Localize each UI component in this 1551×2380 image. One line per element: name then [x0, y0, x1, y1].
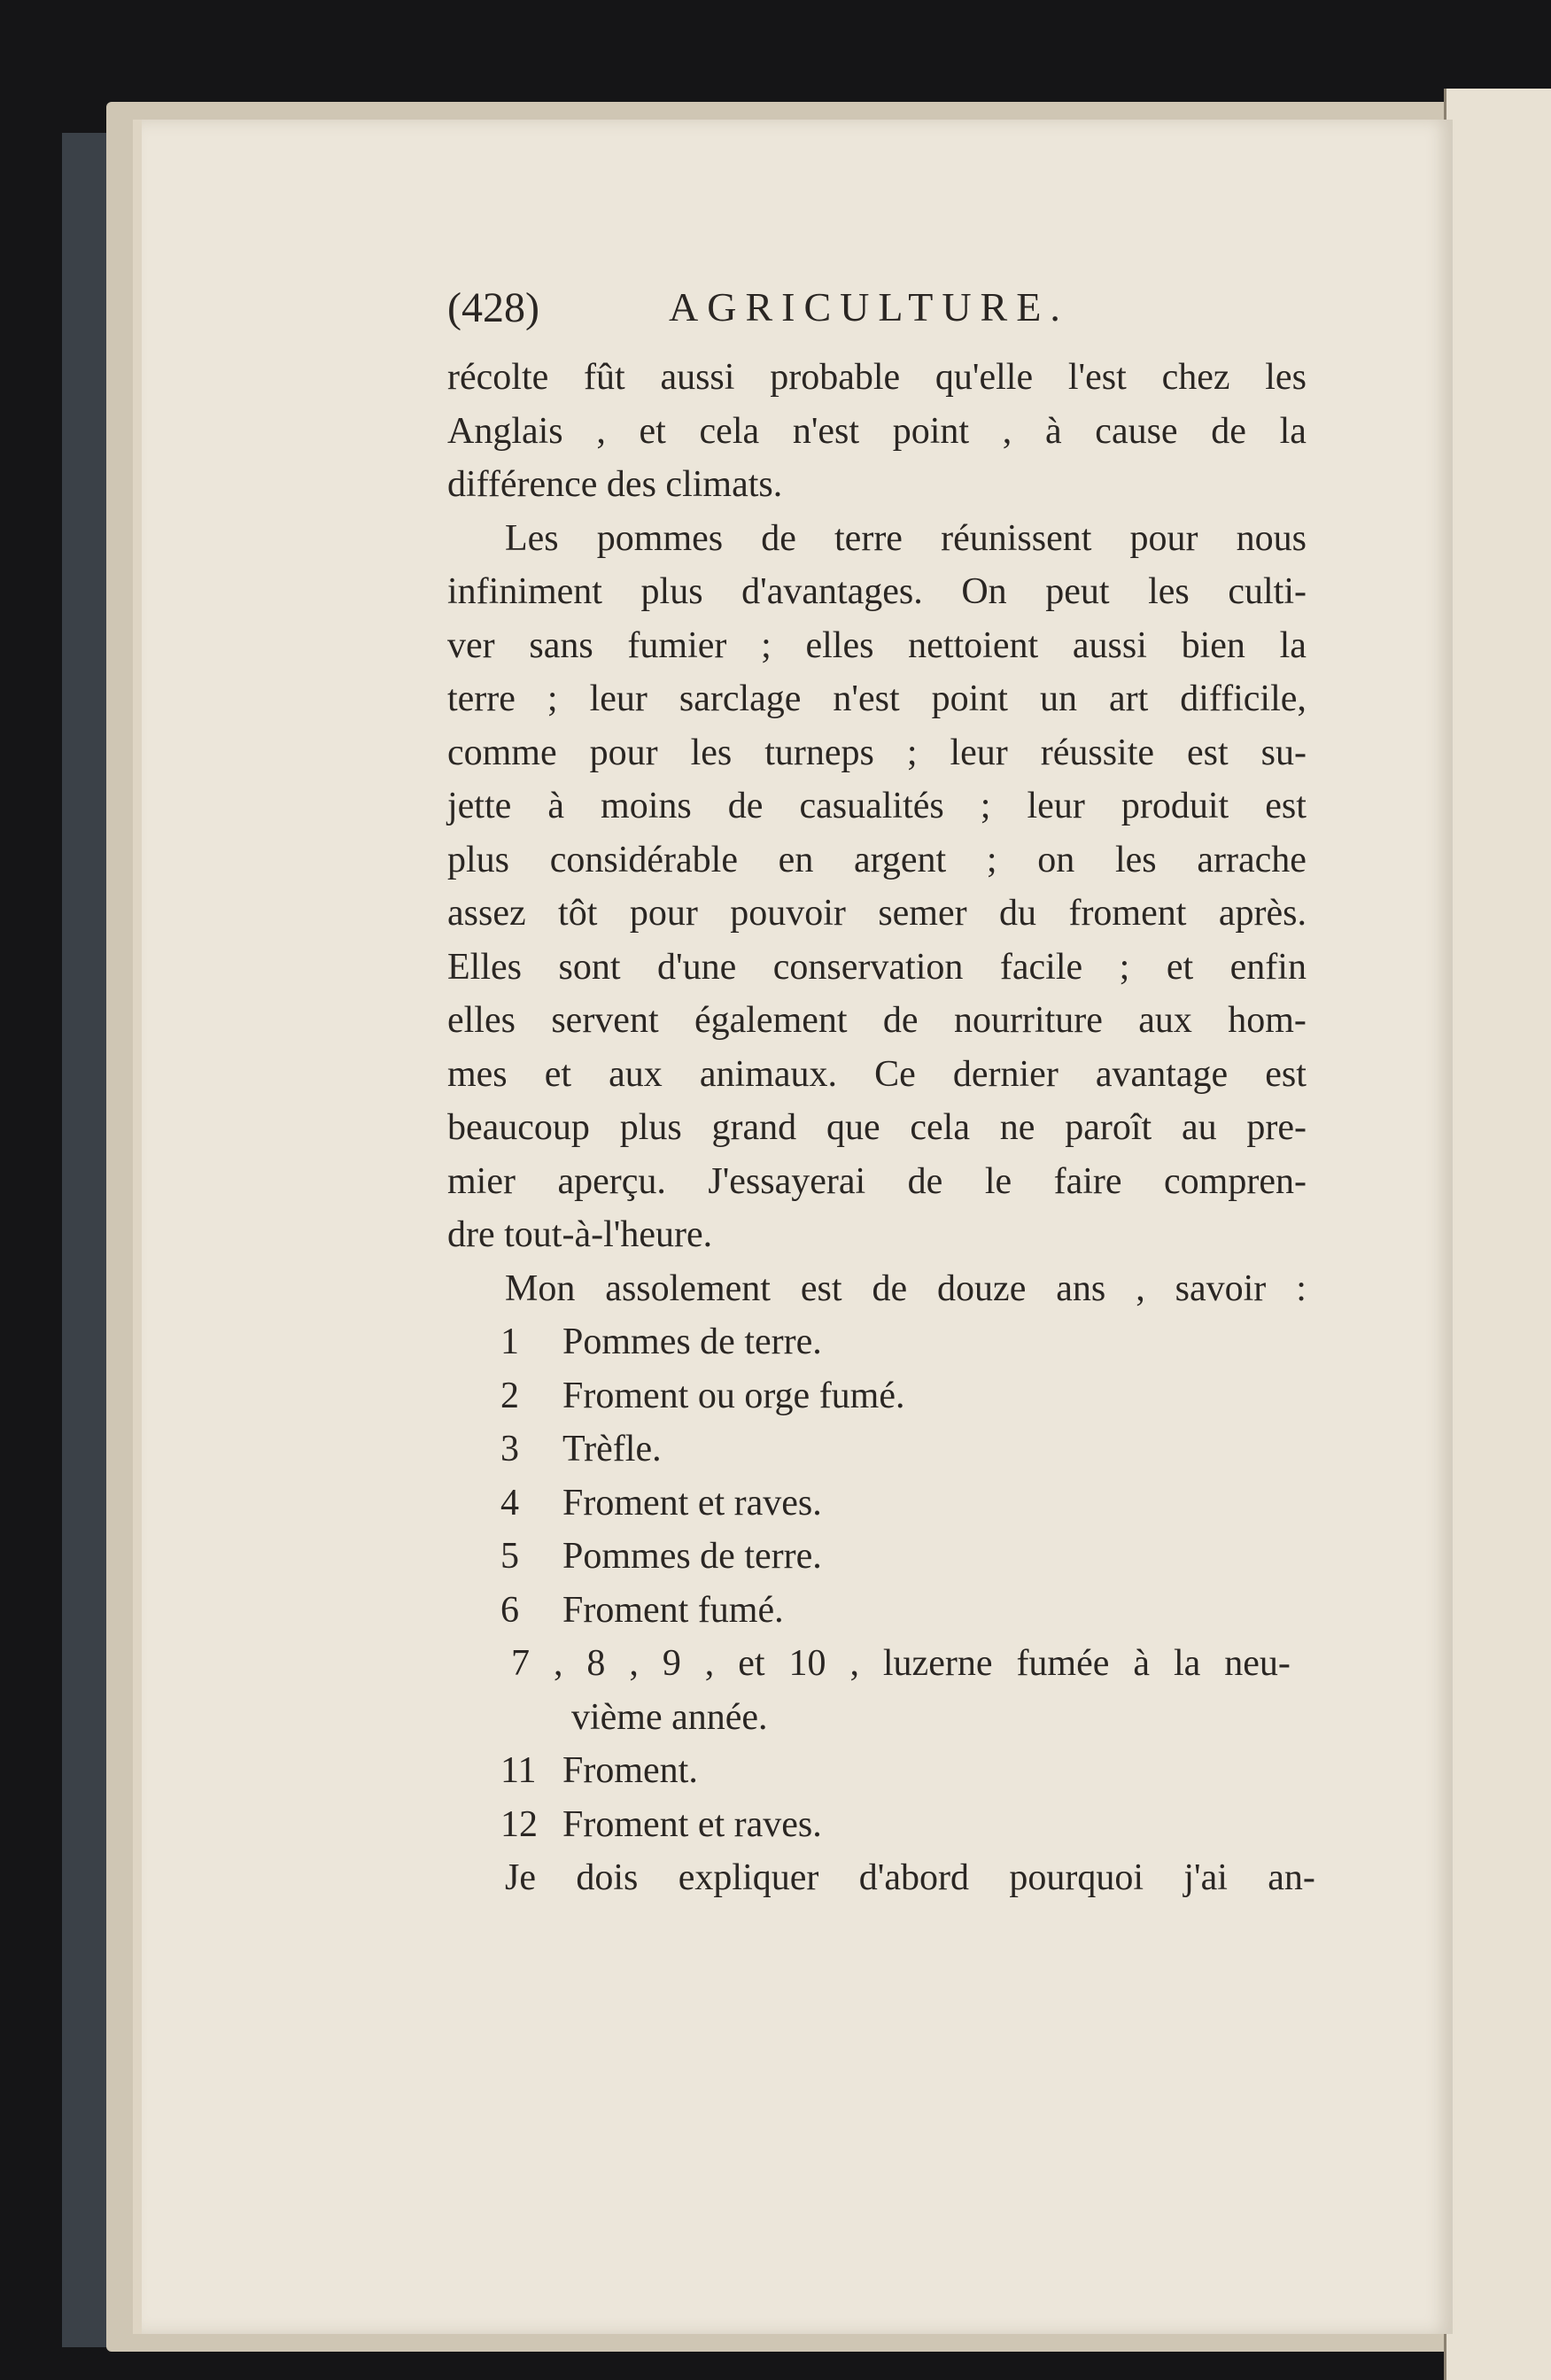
word: beaucoup — [447, 1107, 590, 1148]
word: 10 — [788, 1643, 826, 1684]
continuation-text: vième année. — [571, 1696, 768, 1738]
word: 8 — [586, 1643, 606, 1684]
word: infiniment — [447, 571, 602, 612]
rotation-crop — [511, 1637, 1291, 1691]
word: sans — [529, 624, 593, 666]
word: n'est — [792, 410, 860, 452]
word: aux — [609, 1053, 663, 1095]
word: dre tout-à-l'heure. — [447, 1214, 713, 1255]
text-line — [447, 779, 1307, 833]
rotation-crop: Pommes de terre. — [562, 1536, 822, 1577]
word: bien — [1181, 624, 1245, 666]
word: , — [1002, 410, 1012, 452]
text-line — [447, 887, 1307, 941]
word: pommes — [596, 517, 724, 559]
word: pre- — [1246, 1107, 1307, 1148]
word: fût — [584, 357, 625, 398]
word: sont — [558, 946, 621, 988]
word: ; — [980, 786, 991, 826]
word: à — [1044, 410, 1062, 452]
word: de — [727, 786, 764, 826]
word: conservation — [772, 946, 964, 988]
word: récolte — [447, 357, 549, 398]
word: dernier — [952, 1053, 1059, 1095]
word: avantage — [1095, 1053, 1229, 1095]
word: les — [690, 732, 733, 773]
rotation-item — [447, 1477, 1333, 1531]
rotation-item — [447, 1423, 1333, 1477]
word: d'avantages. — [741, 571, 923, 612]
word: enfin — [1229, 946, 1307, 988]
word: à — [547, 786, 564, 826]
word: n'est — [833, 678, 900, 719]
word: point — [892, 410, 970, 452]
page-text — [447, 283, 1333, 1905]
rotation-item-continuation — [447, 1691, 1333, 1745]
word: , — [596, 410, 606, 452]
word: assolement — [605, 1268, 771, 1309]
word: de — [882, 1000, 919, 1041]
word: est — [1265, 1053, 1307, 1095]
word: ; — [547, 678, 558, 719]
rotation-year-number: 1 — [500, 1322, 519, 1362]
word: difficile, — [1180, 678, 1307, 719]
word: de — [872, 1268, 908, 1309]
word: est — [1186, 732, 1229, 773]
word: fumée — [1016, 1643, 1110, 1684]
word: les — [1148, 571, 1190, 612]
word: en — [778, 839, 814, 880]
word: servent — [551, 1000, 659, 1041]
word: cela — [699, 410, 760, 452]
text-line — [447, 351, 1307, 405]
word: l'est — [1067, 357, 1127, 398]
running-title: AGRICULTURE. — [669, 284, 1069, 329]
word: d'une — [657, 946, 737, 988]
word: la — [1279, 410, 1307, 452]
word: semer — [878, 893, 967, 934]
word: d'abord — [858, 1857, 969, 1898]
text-line — [447, 994, 1307, 1048]
word: pourquoi — [1009, 1857, 1144, 1898]
word: argent — [854, 839, 947, 880]
word: 9 — [662, 1643, 681, 1684]
word: ne — [999, 1107, 1035, 1148]
page-number: (428) — [447, 284, 539, 331]
word: ; — [761, 624, 772, 666]
word: sarclage — [679, 678, 802, 719]
word: moins — [601, 786, 692, 826]
word: turneps — [764, 732, 874, 773]
word: elles — [805, 624, 874, 666]
text-line — [447, 672, 1307, 726]
word: pour — [1129, 517, 1198, 559]
rotation-crop: Froment ou orge fumé. — [562, 1375, 905, 1416]
rotation-year-number: 12 — [500, 1803, 538, 1845]
word: Ce — [874, 1053, 916, 1095]
rotation-year-number: 2 — [500, 1375, 519, 1416]
word: dois — [576, 1857, 639, 1898]
word: art — [1108, 678, 1149, 719]
word: plus — [640, 571, 703, 612]
word: J'essayerai — [708, 1160, 866, 1202]
rotation-crop: Trèfle. — [562, 1429, 662, 1469]
word: , — [553, 1643, 563, 1684]
word: Anglais — [447, 410, 563, 452]
rotation-crop: Pommes de terre. — [562, 1322, 822, 1362]
word: que — [826, 1107, 880, 1148]
text-line — [447, 1208, 1333, 1262]
word: facile — [999, 946, 1083, 988]
rotation-year-number: 6 — [500, 1589, 519, 1631]
rotation-item-multi-year — [447, 1637, 1333, 1691]
rotation-year-number: 11 — [500, 1750, 537, 1791]
word: neu- — [1224, 1643, 1291, 1684]
text-line — [447, 405, 1307, 459]
word: les — [1265, 357, 1307, 398]
word: terre — [834, 517, 903, 559]
text-line — [447, 1048, 1307, 1102]
rotation-year-number: 3 — [500, 1429, 519, 1469]
word: réussite — [1040, 732, 1155, 773]
word: considérable — [549, 839, 738, 880]
word: Je — [505, 1857, 536, 1898]
word: Elles — [447, 946, 522, 988]
word: et — [639, 410, 666, 452]
word: pour — [629, 893, 698, 934]
word: nourriture — [953, 1000, 1103, 1041]
word: différence des climats. — [447, 464, 783, 505]
word: nettoient — [908, 624, 1039, 666]
word: le — [984, 1160, 1012, 1202]
rotation-item — [447, 1798, 1333, 1852]
word: nous — [1236, 517, 1307, 559]
text-line — [447, 619, 1307, 673]
word: de — [761, 517, 796, 559]
rotation-item — [447, 1530, 1333, 1584]
text-line — [447, 1262, 1307, 1316]
rotation-crop: Froment et raves. — [562, 1803, 822, 1845]
word: hom- — [1228, 1000, 1307, 1041]
word: mier — [447, 1160, 516, 1202]
rotation-year-number: 4 — [500, 1482, 519, 1523]
word: arrache — [1197, 839, 1307, 880]
rotation-list — [447, 1315, 1333, 1851]
facing-page-edge — [1444, 89, 1551, 2380]
word: cause — [1095, 410, 1178, 452]
rotation-item — [447, 1369, 1333, 1423]
word: et — [1166, 946, 1194, 988]
word: leur — [1027, 786, 1085, 826]
text-line — [447, 565, 1307, 619]
word: elles — [447, 1000, 516, 1041]
word: peut — [1045, 571, 1110, 612]
word: tôt — [558, 893, 598, 934]
word: jette — [447, 786, 512, 826]
word: cela — [910, 1107, 970, 1148]
word: : — [1296, 1268, 1307, 1309]
word: Les — [505, 517, 559, 559]
word: On — [961, 571, 1007, 612]
word: à — [1133, 1643, 1150, 1684]
word: , — [1136, 1268, 1145, 1309]
word: après. — [1218, 893, 1307, 934]
word: an- — [1268, 1857, 1315, 1898]
word: pouvoir — [730, 893, 846, 934]
word: compren- — [1164, 1160, 1307, 1202]
word: et — [738, 1643, 765, 1684]
word: expliquer — [678, 1857, 819, 1898]
page-header — [447, 283, 1333, 351]
word: fumier — [627, 624, 727, 666]
word: et — [544, 1053, 572, 1095]
closing-line — [447, 1851, 1315, 1905]
word: de — [907, 1160, 943, 1202]
word: un — [1039, 678, 1077, 719]
word: la — [1173, 1643, 1201, 1684]
text-line — [447, 512, 1307, 566]
word: terre — [447, 678, 516, 719]
word: comme — [447, 732, 557, 773]
word: est — [1265, 786, 1307, 826]
word: du — [999, 893, 1037, 934]
text-line — [447, 458, 1333, 512]
word: ver — [447, 624, 495, 666]
word: les — [1115, 839, 1157, 880]
text-line — [447, 833, 1307, 888]
word: animaux. — [699, 1053, 838, 1095]
word: grand — [711, 1107, 797, 1148]
body-paragraphs — [447, 351, 1333, 1315]
word: j'ai — [1183, 1857, 1228, 1898]
text-line — [447, 1101, 1307, 1155]
word: leur — [950, 732, 1008, 773]
word: su- — [1260, 732, 1307, 773]
word: douze — [937, 1268, 1027, 1309]
rotation-item — [447, 1315, 1333, 1369]
rotation-year-number: 5 — [500, 1536, 519, 1577]
word: la — [1279, 624, 1307, 666]
word: également — [694, 1000, 848, 1041]
word: réunissent — [941, 517, 1092, 559]
word: aperçu. — [557, 1160, 666, 1202]
text-line — [447, 726, 1307, 780]
word: plus — [447, 839, 510, 880]
word: savoir — [1175, 1268, 1267, 1309]
word: casualités — [799, 786, 944, 826]
word: pour — [589, 732, 658, 773]
word: froment — [1068, 893, 1187, 934]
word: aussi — [660, 357, 735, 398]
word: point — [931, 678, 1008, 719]
word: faire — [1053, 1160, 1122, 1202]
word: ans — [1056, 1268, 1106, 1309]
rotation-crop: Froment. — [562, 1750, 698, 1791]
word: de — [1211, 410, 1246, 452]
word: ; — [1119, 946, 1130, 988]
word: , — [704, 1643, 715, 1684]
word: luzerne — [882, 1643, 993, 1684]
word: on — [1037, 839, 1075, 880]
text-line — [447, 941, 1307, 995]
word: , — [849, 1643, 859, 1684]
rotation-crop: Froment fumé. — [562, 1589, 784, 1631]
word: probable — [770, 357, 901, 398]
word: mes — [447, 1053, 508, 1095]
rotation-item — [447, 1744, 1333, 1798]
word: paroît — [1065, 1107, 1152, 1148]
word: 7 — [511, 1643, 530, 1684]
rotation-item — [447, 1584, 1333, 1638]
word: leur — [589, 678, 648, 719]
word: qu'elle — [934, 357, 1034, 398]
word: , — [629, 1643, 639, 1684]
word: chez — [1161, 357, 1230, 398]
word: aux — [1138, 1000, 1192, 1041]
word: assez — [447, 893, 526, 934]
word: ; — [906, 732, 918, 773]
word: aussi — [1072, 624, 1147, 666]
word: produit — [1121, 786, 1229, 826]
word: Mon — [505, 1268, 576, 1309]
word: culti- — [1228, 571, 1307, 612]
word: ; — [986, 839, 997, 880]
word: plus — [619, 1107, 682, 1148]
word: est — [800, 1268, 842, 1309]
word: au — [1181, 1107, 1217, 1148]
rotation-crop: Froment et raves. — [562, 1482, 822, 1523]
text-line — [447, 1155, 1307, 1209]
